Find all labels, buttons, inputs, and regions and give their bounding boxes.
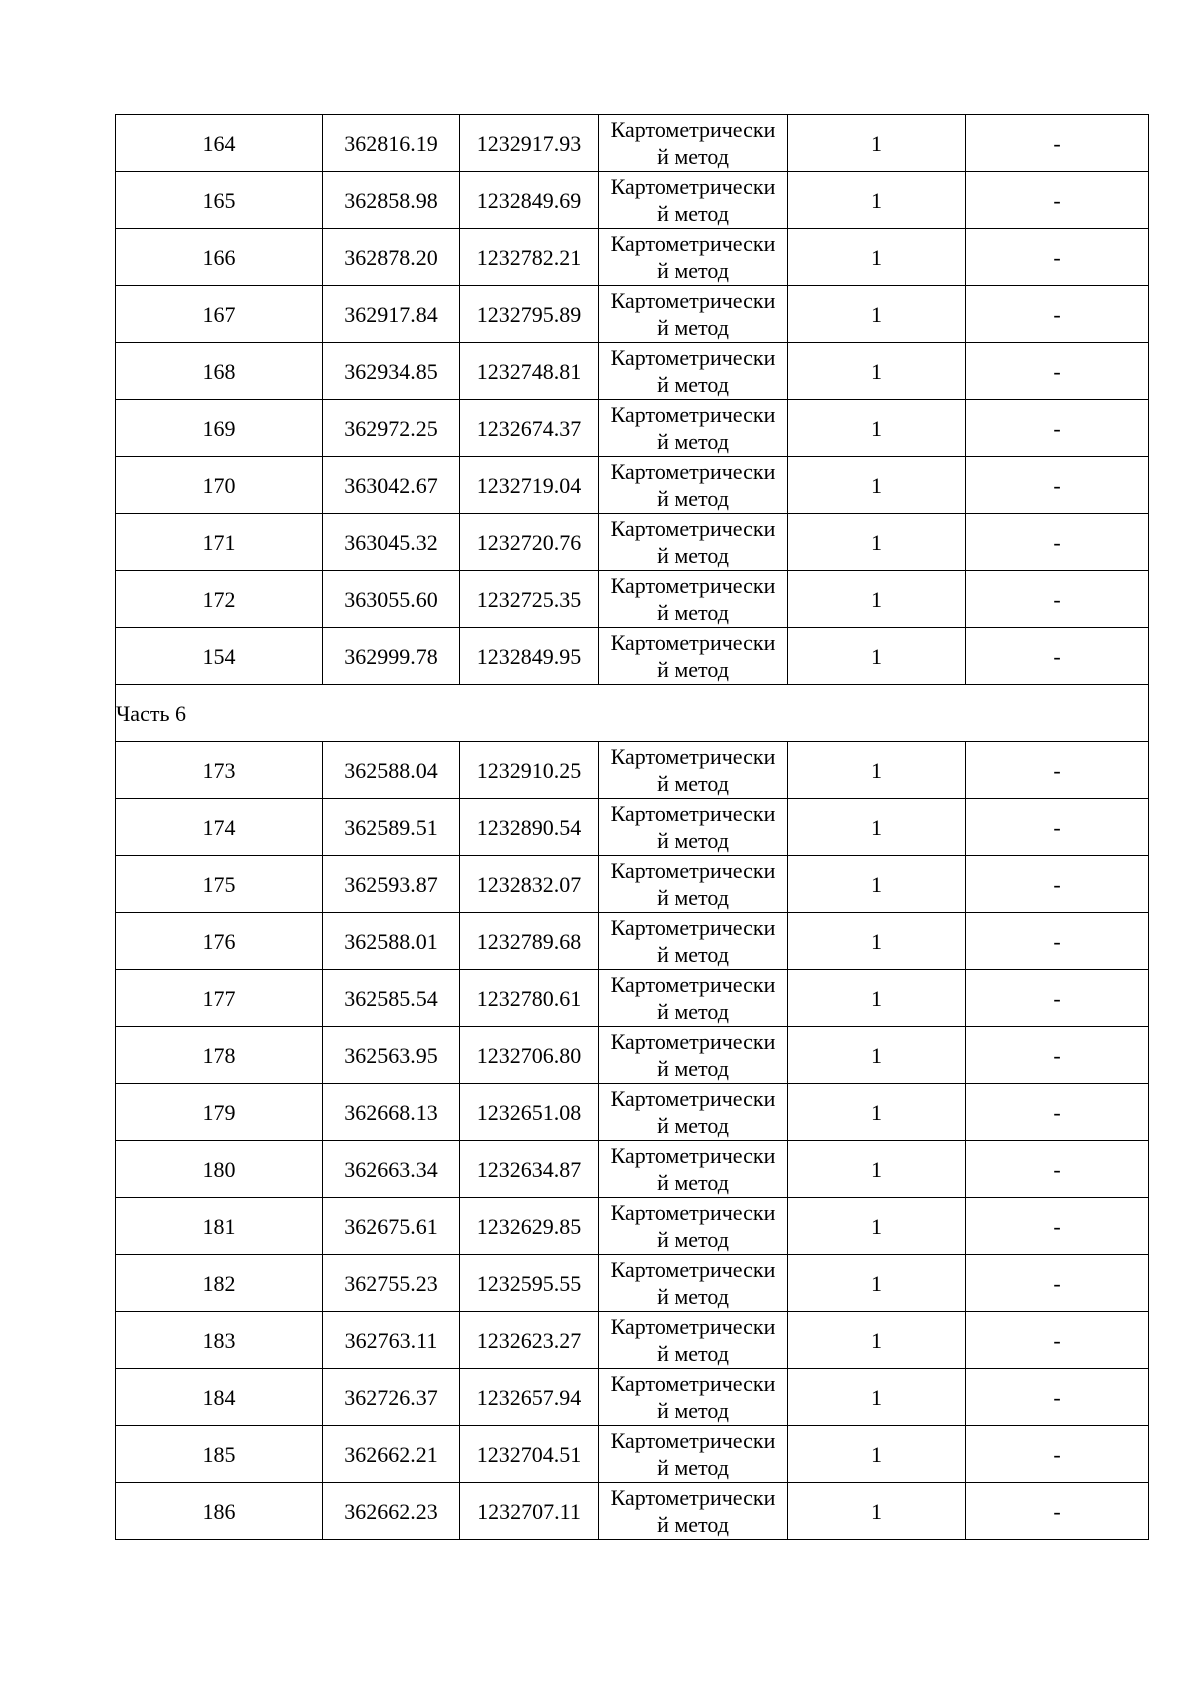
coordinate-x-cell: 362763.11 [323, 1312, 460, 1369]
point-number-cell: 168 [116, 343, 323, 400]
method-cell [599, 286, 788, 343]
coordinate-y-cell: 1232720.76 [460, 514, 599, 571]
accuracy-cell: 1 [788, 571, 966, 628]
note-cell: - [966, 1027, 1149, 1084]
note-cell: - [966, 229, 1149, 286]
note-cell: - [966, 1426, 1149, 1483]
method-label-line2: й метод [657, 543, 729, 568]
coordinate-y-cell: 1232725.35 [460, 571, 599, 628]
coordinate-x-cell: 362726.37 [323, 1369, 460, 1426]
point-number-cell: 180 [116, 1141, 323, 1198]
coordinate-x-cell: 362593.87 [323, 856, 460, 913]
note-cell: - [966, 400, 1149, 457]
accuracy-cell: 1 [788, 457, 966, 514]
point-number-cell: 171 [116, 514, 323, 571]
coordinate-x-cell: 362675.61 [323, 1198, 460, 1255]
coordinate-x-cell: 362972.25 [323, 400, 460, 457]
coordinate-x-cell: 362589.51 [323, 799, 460, 856]
accuracy-cell: 1 [788, 742, 966, 799]
accuracy-cell: 1 [788, 1369, 966, 1426]
coordinate-x-cell: 363045.32 [323, 514, 460, 571]
point-number-cell: 173 [116, 742, 323, 799]
coordinate-y-cell: 1232748.81 [460, 343, 599, 400]
table-row [116, 400, 1149, 457]
section-row [116, 685, 1149, 742]
coordinate-x-cell: 362755.23 [323, 1255, 460, 1312]
method-label-line1: Картометрически [610, 288, 776, 313]
table-row [116, 628, 1149, 685]
point-number-cell: 175 [116, 856, 323, 913]
point-number-cell: 154 [116, 628, 323, 685]
method-label-line1: Картометрически [610, 801, 776, 826]
coordinate-y-cell: 1232780.61 [460, 970, 599, 1027]
table-row [116, 1255, 1149, 1312]
method-label-line1: Картометрически [610, 1371, 776, 1396]
method-cell [599, 799, 788, 856]
table-row [116, 1027, 1149, 1084]
point-number-cell: 181 [116, 1198, 323, 1255]
method-cell [599, 742, 788, 799]
note-cell: - [966, 628, 1149, 685]
method-label-line1: Картометрически [610, 1485, 776, 1510]
coordinate-y-cell: 1232832.07 [460, 856, 599, 913]
method-label-line2: й метод [657, 486, 729, 511]
method-label-line2: й метод [657, 1227, 729, 1252]
method-label-line1: Картометрически [610, 117, 776, 142]
method-cell [599, 172, 788, 229]
coordinate-x-cell: 362816.19 [323, 115, 460, 172]
point-number-cell: 186 [116, 1483, 323, 1540]
coordinate-y-cell: 1232674.37 [460, 400, 599, 457]
note-cell: - [966, 457, 1149, 514]
accuracy-cell: 1 [788, 514, 966, 571]
coordinate-y-cell: 1232651.08 [460, 1084, 599, 1141]
accuracy-cell: 1 [788, 856, 966, 913]
method-cell [599, 229, 788, 286]
method-label-line2: й метод [657, 657, 729, 682]
accuracy-cell: 1 [788, 1255, 966, 1312]
accuracy-cell: 1 [788, 115, 966, 172]
section-heading: Часть 6 [116, 685, 1149, 742]
note-cell: - [966, 1312, 1149, 1369]
method-cell [599, 400, 788, 457]
coordinate-y-cell: 1232910.25 [460, 742, 599, 799]
table-row [116, 742, 1149, 799]
method-label-line2: й метод [657, 942, 729, 967]
method-label-line2: й метод [657, 1113, 729, 1138]
coordinate-x-cell: 362858.98 [323, 172, 460, 229]
point-number-cell: 169 [116, 400, 323, 457]
method-cell [599, 628, 788, 685]
method-label-line2: й метод [657, 600, 729, 625]
method-cell [599, 856, 788, 913]
point-number-cell: 183 [116, 1312, 323, 1369]
method-label-line1: Картометрически [610, 972, 776, 997]
coordinate-x-cell: 362663.34 [323, 1141, 460, 1198]
coordinate-x-cell: 362917.84 [323, 286, 460, 343]
table-row [116, 1084, 1149, 1141]
coordinate-y-cell: 1232782.21 [460, 229, 599, 286]
coordinate-y-cell: 1232890.54 [460, 799, 599, 856]
note-cell: - [966, 1141, 1149, 1198]
method-label-line2: й метод [657, 1284, 729, 1309]
point-number-cell: 185 [116, 1426, 323, 1483]
method-label-line1: Картометрически [610, 345, 776, 370]
point-number-cell: 177 [116, 970, 323, 1027]
note-cell: - [966, 172, 1149, 229]
table-row [116, 1312, 1149, 1369]
method-label-line2: й метод [657, 1056, 729, 1081]
coordinate-y-cell: 1232706.80 [460, 1027, 599, 1084]
method-label-line1: Картометрически [610, 1200, 776, 1225]
method-label-line2: й метод [657, 1341, 729, 1366]
accuracy-cell: 1 [788, 343, 966, 400]
method-label-line2: й метод [657, 885, 729, 910]
method-label-line2: й метод [657, 1455, 729, 1480]
table-row [116, 343, 1149, 400]
point-number-cell: 170 [116, 457, 323, 514]
table-row [116, 1426, 1149, 1483]
point-number-cell: 176 [116, 913, 323, 970]
table-row [116, 799, 1149, 856]
method-cell [599, 1369, 788, 1426]
accuracy-cell: 1 [788, 1426, 966, 1483]
table-row [116, 571, 1149, 628]
method-label-line1: Картометрически [610, 1143, 776, 1168]
coordinate-y-cell: 1232719.04 [460, 457, 599, 514]
table-row [116, 970, 1149, 1027]
coordinate-x-cell: 363055.60 [323, 571, 460, 628]
method-label-line1: Картометрически [610, 858, 776, 883]
table-row [116, 115, 1149, 172]
table-row [116, 1483, 1149, 1540]
coordinate-y-cell: 1232629.85 [460, 1198, 599, 1255]
coordinate-y-cell: 1232623.27 [460, 1312, 599, 1369]
accuracy-cell: 1 [788, 628, 966, 685]
note-cell: - [966, 742, 1149, 799]
coordinate-y-cell: 1232789.68 [460, 913, 599, 970]
accuracy-cell: 1 [788, 1027, 966, 1084]
coordinate-x-cell: 362563.95 [323, 1027, 460, 1084]
method-label-line1: Картометрически [610, 915, 776, 940]
method-label-line2: й метод [657, 1170, 729, 1195]
method-label-line1: Картометрически [610, 1086, 776, 1111]
note-cell: - [966, 1369, 1149, 1426]
table-row [116, 457, 1149, 514]
table-row [116, 172, 1149, 229]
method-label-line1: Картометрически [610, 1428, 776, 1453]
coordinate-y-cell: 1232917.93 [460, 115, 599, 172]
coordinate-x-cell: 362662.21 [323, 1426, 460, 1483]
coordinate-x-cell: 362934.85 [323, 343, 460, 400]
coordinates-table [115, 114, 1149, 1540]
table-row [116, 1198, 1149, 1255]
note-cell: - [966, 514, 1149, 571]
method-cell [599, 1198, 788, 1255]
point-number-cell: 184 [116, 1369, 323, 1426]
table-row [116, 229, 1149, 286]
coordinate-x-cell: 362588.04 [323, 742, 460, 799]
coordinate-x-cell: 362668.13 [323, 1084, 460, 1141]
method-label-line1: Картометрически [610, 1257, 776, 1282]
coordinates-table-body [116, 115, 1149, 1540]
method-cell [599, 514, 788, 571]
method-label-line1: Картометрически [610, 1029, 776, 1054]
method-label-line1: Картометрически [610, 402, 776, 427]
point-number-cell: 165 [116, 172, 323, 229]
method-cell [599, 457, 788, 514]
accuracy-cell: 1 [788, 172, 966, 229]
method-cell [599, 343, 788, 400]
method-cell [599, 1312, 788, 1369]
coordinate-x-cell: 363042.67 [323, 457, 460, 514]
note-cell: - [966, 571, 1149, 628]
point-number-cell: 174 [116, 799, 323, 856]
table-row [116, 856, 1149, 913]
accuracy-cell: 1 [788, 1483, 966, 1540]
accuracy-cell: 1 [788, 1198, 966, 1255]
note-cell: - [966, 1483, 1149, 1540]
method-label-line1: Картометрически [610, 174, 776, 199]
coordinate-x-cell: 362588.01 [323, 913, 460, 970]
coordinate-x-cell: 362999.78 [323, 628, 460, 685]
method-label-line1: Картометрически [610, 459, 776, 484]
accuracy-cell: 1 [788, 400, 966, 457]
point-number-cell: 179 [116, 1084, 323, 1141]
point-number-cell: 172 [116, 571, 323, 628]
method-label-line1: Картометрически [610, 231, 776, 256]
method-label-line2: й метод [657, 828, 729, 853]
accuracy-cell: 1 [788, 286, 966, 343]
coordinate-x-cell: 362662.23 [323, 1483, 460, 1540]
point-number-cell: 166 [116, 229, 323, 286]
accuracy-cell: 1 [788, 1141, 966, 1198]
method-cell [599, 1084, 788, 1141]
coordinate-y-cell: 1232849.69 [460, 172, 599, 229]
method-cell [599, 1027, 788, 1084]
method-label-line1: Картометрически [610, 630, 776, 655]
method-label-line2: й метод [657, 315, 729, 340]
note-cell: - [966, 1255, 1149, 1312]
method-label-line2: й метод [657, 372, 729, 397]
note-cell: - [966, 343, 1149, 400]
point-number-cell: 167 [116, 286, 323, 343]
method-label-line2: й метод [657, 201, 729, 226]
note-cell: - [966, 1198, 1149, 1255]
note-cell: - [966, 970, 1149, 1027]
table-row [116, 286, 1149, 343]
point-number-cell: 178 [116, 1027, 323, 1084]
method-label-line1: Картометрически [610, 516, 776, 541]
accuracy-cell: 1 [788, 913, 966, 970]
method-cell [599, 1255, 788, 1312]
table-row [116, 1141, 1149, 1198]
method-cell [599, 571, 788, 628]
accuracy-cell: 1 [788, 229, 966, 286]
coordinate-y-cell: 1232795.89 [460, 286, 599, 343]
table-row [116, 1369, 1149, 1426]
method-cell [599, 1483, 788, 1540]
accuracy-cell: 1 [788, 799, 966, 856]
method-label-line1: Картометрически [610, 1314, 776, 1339]
note-cell: - [966, 1084, 1149, 1141]
method-cell [599, 1141, 788, 1198]
method-cell [599, 913, 788, 970]
note-cell: - [966, 799, 1149, 856]
note-cell: - [966, 913, 1149, 970]
method-label-line2: й метод [657, 999, 729, 1024]
point-number-cell: 182 [116, 1255, 323, 1312]
method-cell [599, 1426, 788, 1483]
method-label-line2: й метод [657, 429, 729, 454]
method-label-line2: й метод [657, 144, 729, 169]
point-number-cell: 164 [116, 115, 323, 172]
coordinate-y-cell: 1232634.87 [460, 1141, 599, 1198]
note-cell: - [966, 286, 1149, 343]
accuracy-cell: 1 [788, 970, 966, 1027]
method-label-line2: й метод [657, 258, 729, 283]
note-cell: - [966, 115, 1149, 172]
note-cell: - [966, 856, 1149, 913]
method-label-line1: Картометрически [610, 573, 776, 598]
method-label-line1: Картометрически [610, 744, 776, 769]
coordinate-y-cell: 1232657.94 [460, 1369, 599, 1426]
accuracy-cell: 1 [788, 1312, 966, 1369]
method-cell [599, 970, 788, 1027]
coordinate-y-cell: 1232595.55 [460, 1255, 599, 1312]
coordinate-x-cell: 362878.20 [323, 229, 460, 286]
coordinate-y-cell: 1232849.95 [460, 628, 599, 685]
coordinate-y-cell: 1232707.11 [460, 1483, 599, 1540]
method-cell [599, 115, 788, 172]
method-label-line2: й метод [657, 1398, 729, 1423]
coordinate-y-cell: 1232704.51 [460, 1426, 599, 1483]
method-label-line2: й метод [657, 771, 729, 796]
table-row [116, 514, 1149, 571]
method-label-line2: й метод [657, 1512, 729, 1537]
table-row [116, 913, 1149, 970]
accuracy-cell: 1 [788, 1084, 966, 1141]
coordinate-x-cell: 362585.54 [323, 970, 460, 1027]
